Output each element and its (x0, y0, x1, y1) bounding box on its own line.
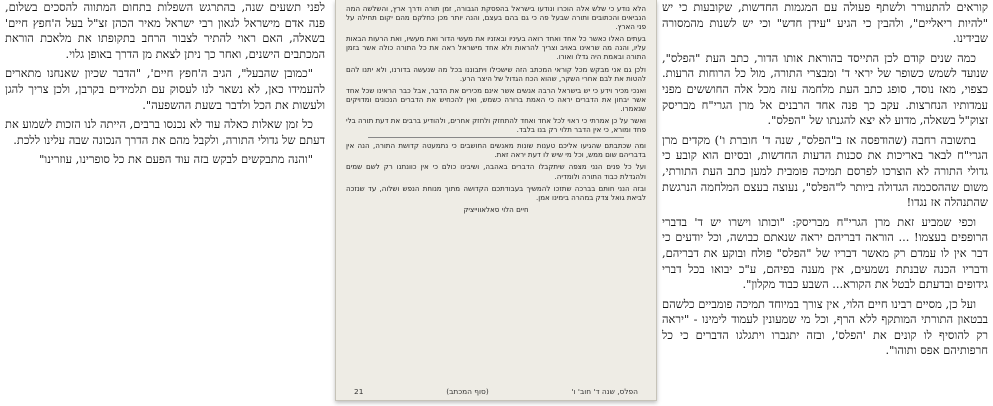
article-paragraph: כמה שנים קודם לכן התייסד בהוראת אותו הדור, כתב העת "הפלס", שנועד לשמש כשופר של יראי ד' ומבצרי התורה, מול כל הרוחות הרעות. כצפוי, מאז נוסד, סופג כתב העת מלחמה עזה מכל אלה החוששים מפני עמדותיו הנחרצות. עקב כך פנה אחד הרבנים אל מרן הגרי"ח מבריסק זצוק"ל בשאלה, מדוע לא יצא להגנתו של "הפלס". (662, 50, 988, 128)
scanned-letter-text (346, 4, 646, 394)
article-paragraph: "והנה מתבקשים לבקש בזה עוד הפעם את כל סופרינו, עוזרינו" (39, 152, 313, 167)
scan-paragraph: ואשר על כן אמרתי כי ראוי לכל אחד ואחד להתחזק ולחזק אחרים, ולהודיע ברבים את דעת תורה בלי פחד ומורא, כי אין הדבר תלוי רק בנו בלבד. (346, 116, 646, 135)
scan-paragraph: בעתים האלו כאשר כל אחד ואחד רואה בעיניו ובאזניו את מעשי הדור ואת מעשיו, ואת הרעות הבאות עליו, והנה מה שראינו באויב וצריך להראות ולא אחד מישראל ראה את כל התורה כולה אשר בזמן התורה ובאמת היה גדלו ואורו. (346, 34, 646, 62)
article-paragraph: כל זמן שאלות כאלה עוד לא נכנסו ברבים, הייתה לנו הזכות לשמוע את דעתם של גדולי התורה, ולקבל מהם את הדרך הנכונה שבה עלינו ללכת. (5, 117, 325, 147)
article-paragraph: וכפי שמביע זאת מרן הגרי"ח מבריסק: "וכותו וישרו יש ד' בדברי הרופפים בעצמו! ... הוראה דבריהם יראה שנאתם כבושה, וכל יודעים כי דבר אין לו עמדם רק מאשר דבריו של "הפלס" פולח ובוקע את דבריהם, ודבריו הכנה שבנתת נשמעים, אין מענה בפיהם, ע"כ יבואו בכל דברי גידופים ובדעתם לבטל את הקורא... השבע כבוד מקלון". (662, 214, 988, 292)
scan-paragraph: ועל כל פנים הנני מצפה שיתקבלו הדברים באהבה, ושיבינו כולם כי אין כוונתנו רק לשם שמים ולהגדלת כבוד התורה ולומדיה. (346, 162, 646, 181)
scan-paragraph: ומה שכתבתם שהגיעו אליכם טענות שונות מאנשים החושבים כי נתמעטה קדושת התורה, הנה אין בדבריהם שום ממש, וכל מי שיש לו דעת יראה זאת. (346, 141, 646, 160)
scan-footer (354, 387, 638, 396)
article-paragraph: קוראים להתעורר ולשתף פעולה עם המגמות החדשות, שקובעות כי יש "להיות ריאליים", ולהבין כי הגיע "עידן חדש" וכי יש לשנות מהמסורה שבידינו. (662, 0, 988, 46)
article-paragraph: בתשובה רחבה (שהודפסה אז ב"הפלס", שנה ד' חוברת ו') מקדים מרן הגרי"ח לבאר באריכות את סכנות הדעות החדשות, ובסיום הוא קובע כי גדולי התורה לא הוצרכו לפרסם תמיכה פומבית למען כתב העת התורתי, משום שההסכמה הגדולה ביותר ל"הפלס", נעוצה בעצם המלחמה הנרגשת שהתנהלה אז נגדו! (662, 132, 988, 210)
article-column-left (5, 0, 325, 406)
scan-paragraph: ולכן גם אני מבקש מכל קוראי המכתב הזה שישכילו ויתבוננו בכל מה שנעשה בדורנו, ולא יתנו להם להטות את לבם אחרי השקר, שהוא הכח הגדול של היצר הרע. (346, 64, 646, 83)
scan-page-number: 21 (354, 387, 364, 396)
article-paragraph: "כמובן שהבעל", הגיב ה'חפץ חיים', "הדבר שכיון שאנחנו מתארים להעמידו כאן, לא נשאר לנו לעסוק עם תלמידים בקרבן, ולכן צריך להגן ולעשות את הכל ולדבר בשעת ההשפעה". (5, 66, 325, 112)
article-paragraph: לפני תשעים שנה, בהתרגש השפלות בתחום המתווה להסכים בשלום, פנה אדם מישראל לגאון רבי ישראל מאיר הכהן זצ"ל בעל ה'חפץ חיים' בשאלה, האם ראוי להתיר לצבור הרחב בתקופתו את מלאכת הוראת המכתבים הישנים, ואחר כך ניתן לצאת מן הדרך באופן גלוי. (5, 0, 325, 61)
scan-paragraph: הלא נודע כי שלש אלה הוכרו ונודעו בישראל בהפסקת הגבורה, זמן תורה ודרך ארץ, והשלשה המה הנביאים והכתובים ותורה שבעל פה כי גם בהם בעצם, והנה יותר מכן כחלקם מהם יקום תחילה על פני הארץ. (346, 4, 646, 32)
scan-paragraph: ובזה הנני חותם בברכה שתזכו להמשיך בעבודתכם הקדושה מתוך מנוחת הנפש ושלוה, עד שנזכה לביאת גואל צדק במהרה בימינו אמן. (346, 183, 646, 202)
scan-divider (368, 137, 624, 138)
scan-signature: חיים הלוי סאלאווייציק (463, 204, 529, 214)
scan-footer-source: הפלס, שנה ד' חוב' ו' (571, 387, 638, 396)
scanned-letter-image (335, 0, 657, 401)
article-paragraph: ועל כן, מסיים רבינו חיים הלוי, אין צורך במיוחד תמיכה פומביים כלשהם בבטאון התורתי המותקף ללא הרף, וכל מי שמעונין לעמוד לימינו - "יראה רק להוסיף לו קונים את 'הפלס', ובזה יתגברו ויתגלגו הדברים כי כל חרפותיהם אפס ותוהו". (662, 296, 988, 358)
article-column-right (662, 0, 988, 406)
scan-paragraph: ואנכי מכיר וידע כי יש בישראל הרבה אנשים אשר אינם מכירים את הדבר, אבל כבר הראינו שכל אחד אשר יבחון את הדברים יראה כי האמת ברורה כשמש, ואין להכחיש את הדברים הנכונים ומדויקים שנאמרו. (346, 85, 646, 113)
scan-footer-note: (סוף המכתב) (446, 387, 489, 396)
